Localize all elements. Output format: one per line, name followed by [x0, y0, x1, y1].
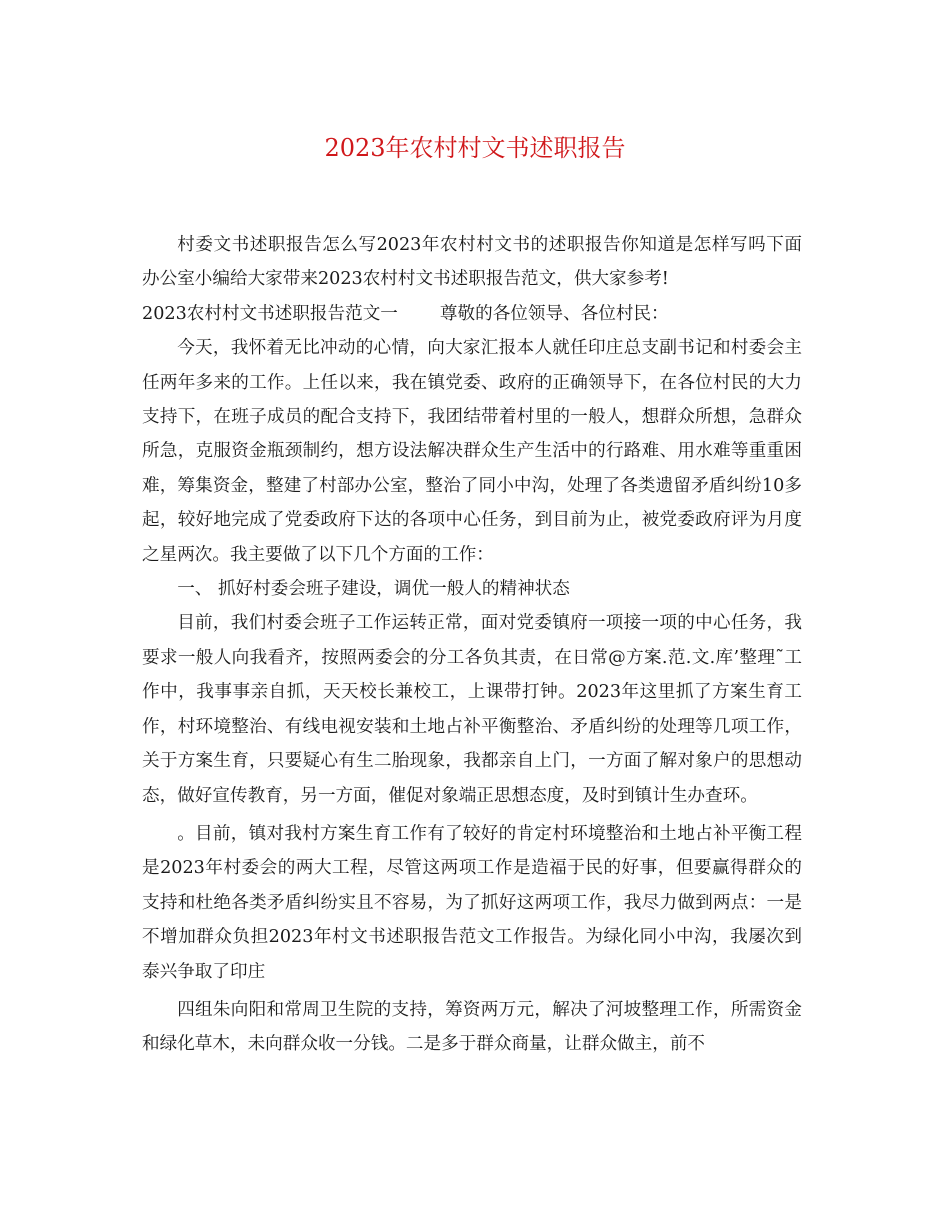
- document-body: [142, 228, 802, 1062]
- body-paragraph: 。目前，镇对我村方案生育工作有了较好的肯定村环境整治和土地占补平衡工程是2023年村委会的两大工程，尽管这两项工作是造福于民的好事，但要赢得群众的支持和杜绝各类矛盾纠纷实且不容易，为了抓好这两项工作，我尽力做到两点：一是不增加群众负担2023年村文书述职报告范文工作报告。为绿化同小中沟，我屡次到泰兴争取了印庄: [142, 823, 802, 982]
- body-paragraph: 目前，我们村委会班子工作运转正常，面对党委镇府一项接一项的中心任务，我要求一般人向我看齐，按照两委会的分工各负其责，在日常@方案.范.文.库’整理˜工作中，我事事亲自抓，天天校长兼校工，上课带打钟。2023年这里抓了方案生育工作，村环境整治、有线电视安装和土地占补平衡整治、矛盾纠纷的处理等几项工作，关于方案生育，只要疑心有生二胎现象，我都亲自上门，一方面了解对象户的思想动态，做好宣传教育，另一方面，催促对象端正思想态度，及时到镇计生办查环。: [142, 613, 802, 806]
- sample-heading-left: 2023农村村文书述职报告范文一: [142, 303, 398, 324]
- intro-paragraph: 村委文书述职报告怎么写2023年农村村文书的述职报告你知道是怎样写吗下面办公室小编给大家带来2023农村村文书述职报告范文，供大家参考!: [142, 235, 802, 290]
- sample-heading-right: 尊敬的各位领导、各位村民：: [439, 303, 669, 324]
- sample-heading-line: [142, 297, 802, 331]
- document-title: 2023年农村村文书述职报告: [324, 134, 626, 162]
- body-paragraph: 今天，我怀着无比冲动的心情，向大家汇报本人就任印庄总支副书记和村委会主任两年多来的工作。上任以来，我在镇党委、政府的正确领导下，在各位村民的大力支持下，在班子成员的配合支持下，我团结带着村里的一般人，想群众所想，急群众所急，克服资金瓶颈制约，想方设法解决群众生产生活中的行路难、用水难等重重困难，筹集资金，整建了村部办公室，整治了同小中沟，处理了各类遗留矛盾纠纷10多起，较好地完成了党委政府下达的各项中心任务，到目前为止，被党委政府评为月度之星两次。我主要做了以下几个方面的工作：: [142, 338, 802, 565]
- body-paragraph: 四组朱向阳和常周卫生院的支持，筹资两万元，解决了河坡整理工作，所需资金和绿化草木，未向群众收一分钱。二是多于群众商量，让群众做主，前不: [142, 999, 802, 1055]
- section-heading: 一、 抓好村委会班子建设，调优一般人的精神状态: [177, 579, 570, 600]
